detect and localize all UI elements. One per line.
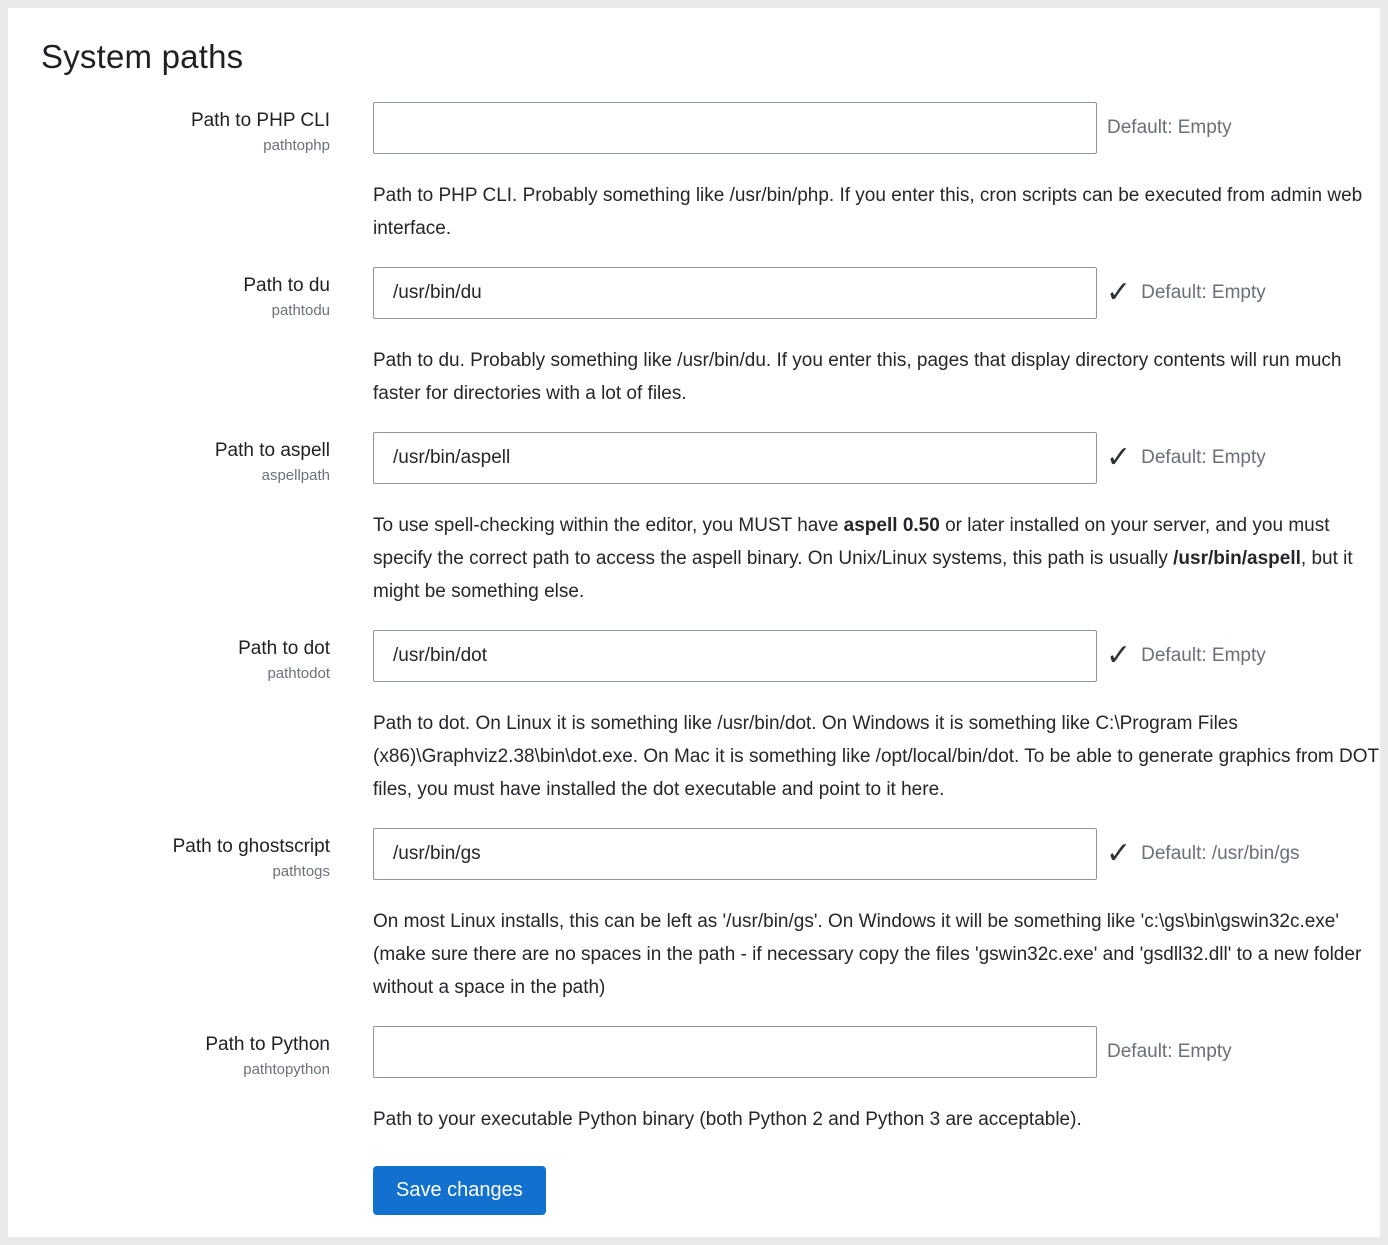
setting-content-col: [373, 432, 1380, 608]
setting-content-col: [373, 828, 1380, 1004]
pathtogs-input[interactable]: [373, 828, 1097, 880]
setting-row-pathtodot: [33, 630, 1380, 806]
default-value: Default: Empty: [1107, 117, 1232, 138]
pathtodot-input[interactable]: [373, 630, 1097, 682]
setting-label-col: [33, 267, 330, 410]
valid-checkmark-icon: ✓: [1106, 837, 1132, 870]
desc-text: or later installed on your server, and you must specify the correct path to access the aspell binary. On Unix/Linux systems, this path is usually: [373, 515, 1330, 569]
setting-label-col: [33, 630, 330, 806]
setting-label: Path to PHP CLI: [190, 110, 330, 131]
setting-label: Path to du: [243, 275, 330, 296]
setting-description: [373, 344, 1380, 410]
setting-row-pathtophp: [33, 102, 1380, 245]
setting-id: pathtodot: [267, 665, 330, 682]
desc-text: On most Linux installs, this can be left as '/usr/bin/gs'. On Windows it will be something like 'c:\gs\bin\gswin32c.exe' (make sure there are no spaces in the path - if necessary copy the files 'gswin32c.exe' and 'gsdll32.dll' to a new folder without a space in the path): [373, 911, 1362, 998]
control-line: [373, 630, 1380, 682]
setting-id: aspellpath: [261, 467, 330, 484]
setting-id: pathtopython: [243, 1061, 330, 1078]
setting-row-pathtodu: [33, 267, 1380, 410]
desc-text-bold: aspell 0.50: [843, 515, 940, 536]
setting-id: pathtogs: [272, 863, 330, 880]
setting-label: Path to ghostscript: [172, 836, 330, 857]
setting-description: [373, 179, 1380, 245]
pathtophp-input[interactable]: [373, 102, 1097, 154]
control-line: [373, 1026, 1380, 1078]
aspellpath-input[interactable]: [373, 432, 1097, 484]
setting-row-pathtopython: [33, 1026, 1380, 1136]
desc-text: , but it might be something else.: [373, 548, 1353, 602]
setting-label: Path to aspell: [214, 440, 330, 461]
setting-description: [373, 707, 1380, 806]
setting-id: pathtodu: [271, 302, 330, 319]
setting-row-aspellpath: [33, 432, 1380, 608]
valid-checkmark-icon: ✓: [1106, 639, 1132, 672]
default-value: Default: Empty: [1107, 1041, 1232, 1062]
setting-label: Path to Python: [205, 1034, 330, 1055]
save-button[interactable]: Save changes: [373, 1166, 546, 1215]
default-value: Default: Empty: [1141, 447, 1266, 468]
desc-text: Path to dot. On Linux it is something like /usr/bin/dot. On Windows it is something like C:\Program Files (x86)\Graphviz2.38\bin\dot.exe. On Mac it is something like /opt/local/bin/dot. To be able to generate graphics from DOT files, you must have installed the dot executable and point to it here.: [373, 713, 1379, 800]
control-line: [373, 267, 1380, 319]
control-line: [373, 102, 1380, 154]
desc-text: Path to du. Probably something like /usr/bin/du. If you enter this, pages that display directory contents will run much faster for directories with a lot of files.: [373, 350, 1342, 404]
default-value: Default: /usr/bin/gs: [1141, 843, 1300, 864]
setting-label-col: [33, 828, 330, 1004]
desc-text: Path to your executable Python binary (both Python 2 and Python 3 are acceptable).: [373, 1109, 1082, 1130]
setting-content-col: [373, 102, 1380, 245]
valid-checkmark-icon: ✓: [1106, 276, 1132, 309]
settings-page: [8, 8, 1380, 1237]
setting-description: [373, 1103, 1380, 1136]
save-row-spacer: [33, 1166, 330, 1215]
save-row-content: [373, 1166, 1380, 1215]
valid-checkmark-icon: ✓: [1106, 441, 1132, 474]
setting-label-col: [33, 432, 330, 608]
control-line: [373, 432, 1380, 484]
setting-description: [373, 509, 1380, 608]
default-value: Default: Empty: [1141, 645, 1266, 666]
setting-content-col: [373, 267, 1380, 410]
setting-id: pathtophp: [263, 137, 330, 154]
control-line: [373, 828, 1380, 880]
setting-row-pathtogs: [33, 828, 1380, 1004]
desc-text-bold: /usr/bin/aspell: [1173, 548, 1301, 569]
pathtodu-input[interactable]: [373, 267, 1097, 319]
setting-label-col: [33, 102, 330, 245]
setting-content-col: [373, 1026, 1380, 1136]
setting-label-col: [33, 1026, 330, 1136]
page-title: System paths: [41, 38, 244, 75]
setting-description: [373, 905, 1380, 1004]
pathtopython-input[interactable]: [373, 1026, 1097, 1078]
default-value: Default: Empty: [1141, 282, 1266, 303]
desc-text: Path to PHP CLI. Probably something like /usr/bin/php. If you enter this, cron scripts can be executed from admin web interface.: [373, 185, 1363, 239]
desc-text: To use spell-checking within the editor, you MUST have: [373, 515, 844, 536]
setting-label: Path to dot: [238, 638, 330, 659]
save-row: [33, 1166, 1380, 1215]
setting-content-col: [373, 630, 1380, 806]
